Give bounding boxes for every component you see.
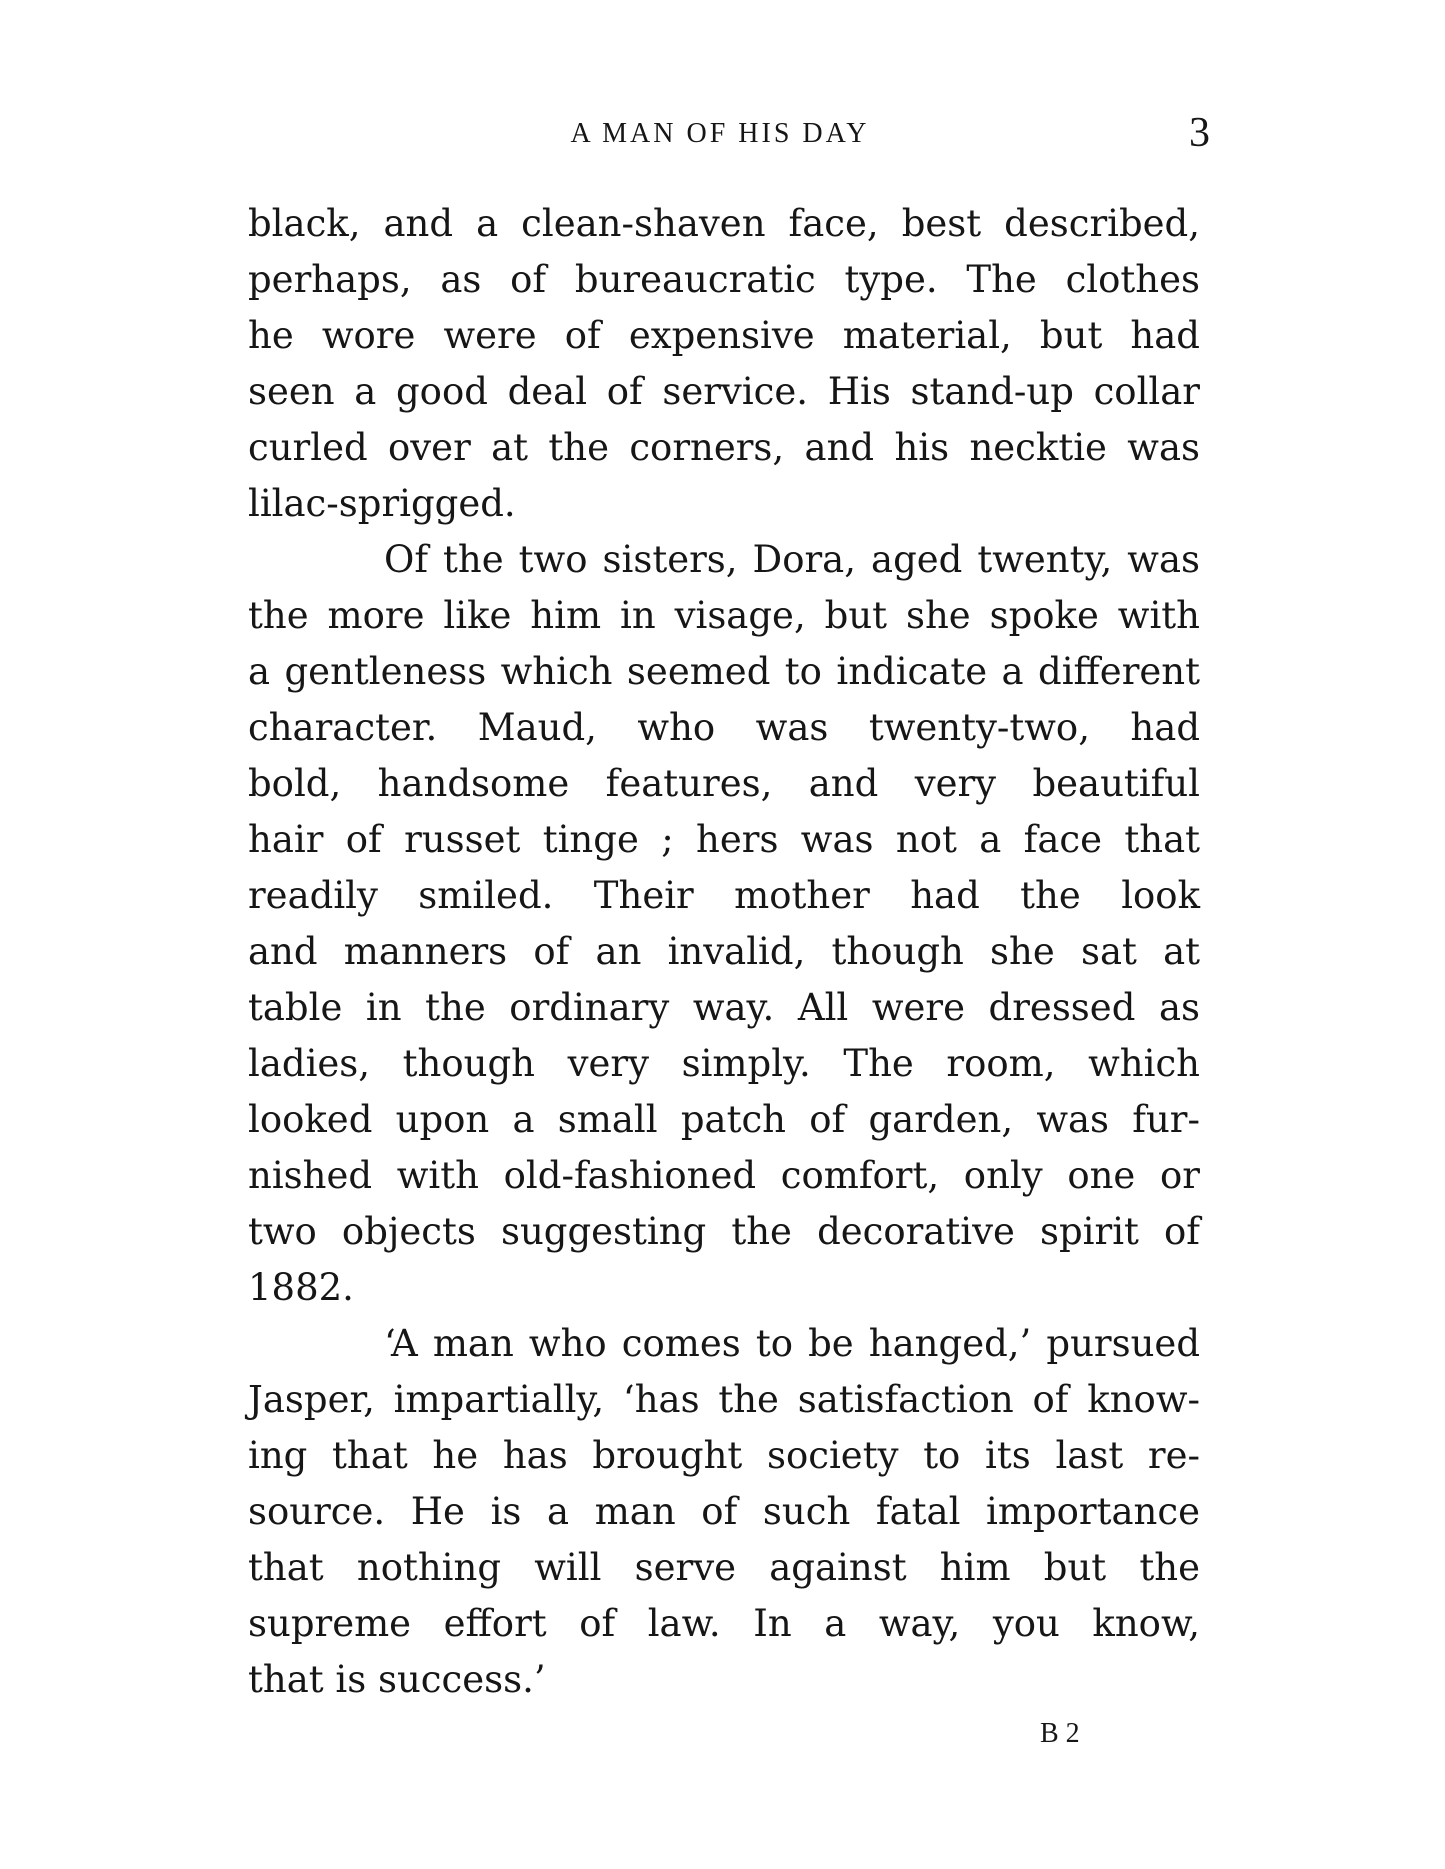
text-line: and manners of an invalid, though she sat at <box>248 930 1200 973</box>
text-line: table in the ordinary way. All were dressed as <box>248 986 1200 1029</box>
paragraph-2 <box>248 532 1200 1316</box>
text-line: two objects suggesting the decorative spirit of <box>248 1210 1200 1253</box>
text-line: bold, handsome features, and very beautiful <box>248 762 1200 805</box>
text-line: a gentleness which seemed to indicate a different <box>248 650 1200 693</box>
text-line: the more like him in visage, but she spoke with <box>248 594 1200 637</box>
text-line: seen a good deal of service. His stand-up collar <box>248 370 1200 413</box>
body-text <box>248 196 1200 1708</box>
text-line: Of the two sisters, Dora, aged twenty, was <box>384 538 1200 581</box>
text-line: black, and a clean-shaven face, best described, <box>248 202 1200 245</box>
running-head <box>0 112 1445 162</box>
text-line: ing that he has brought society to its last re- <box>248 1434 1200 1477</box>
running-title: A MAN OF HIS DAY <box>570 118 870 149</box>
text-line: nished with old-fashioned comfort, only one or <box>248 1154 1200 1197</box>
text-line: 1882. <box>248 1266 354 1309</box>
text-line: curled over at the corners, and his necktie was <box>248 426 1200 469</box>
text-line: Jasper, impartially, ‘has the satisfaction of know- <box>248 1378 1200 1421</box>
text-line: ‘A man who comes to be hanged,’ pursued <box>384 1322 1200 1365</box>
paragraph-1 <box>248 196 1200 532</box>
text-line: source. He is a man of such fatal importance <box>248 1490 1200 1533</box>
text-line: ladies, though very simply. The room, which <box>248 1042 1200 1085</box>
text-line: character. Maud, who was twenty-two, had <box>248 706 1200 749</box>
text-line: he wore were of expensive material, but had <box>248 314 1200 357</box>
page-number: 3 <box>1189 110 1210 156</box>
text-line: looked upon a small patch of garden, was fur- <box>248 1098 1200 1141</box>
text-line: readily smiled. Their mother had the look <box>248 874 1200 917</box>
signature-mark: B 2 <box>1040 1718 1080 1749</box>
text-line: that is success.’ <box>248 1658 546 1701</box>
text-line: perhaps, as of bureaucratic type. The clothes <box>248 258 1200 301</box>
paragraph-3 <box>248 1316 1200 1708</box>
text-line: supreme effort of law. In a way, you know, <box>248 1602 1200 1645</box>
text-line: lilac-sprigged. <box>248 482 516 525</box>
text-line: hair of russet tinge ; hers was not a face that <box>248 818 1200 861</box>
text-line: that nothing will serve against him but the <box>248 1546 1200 1589</box>
